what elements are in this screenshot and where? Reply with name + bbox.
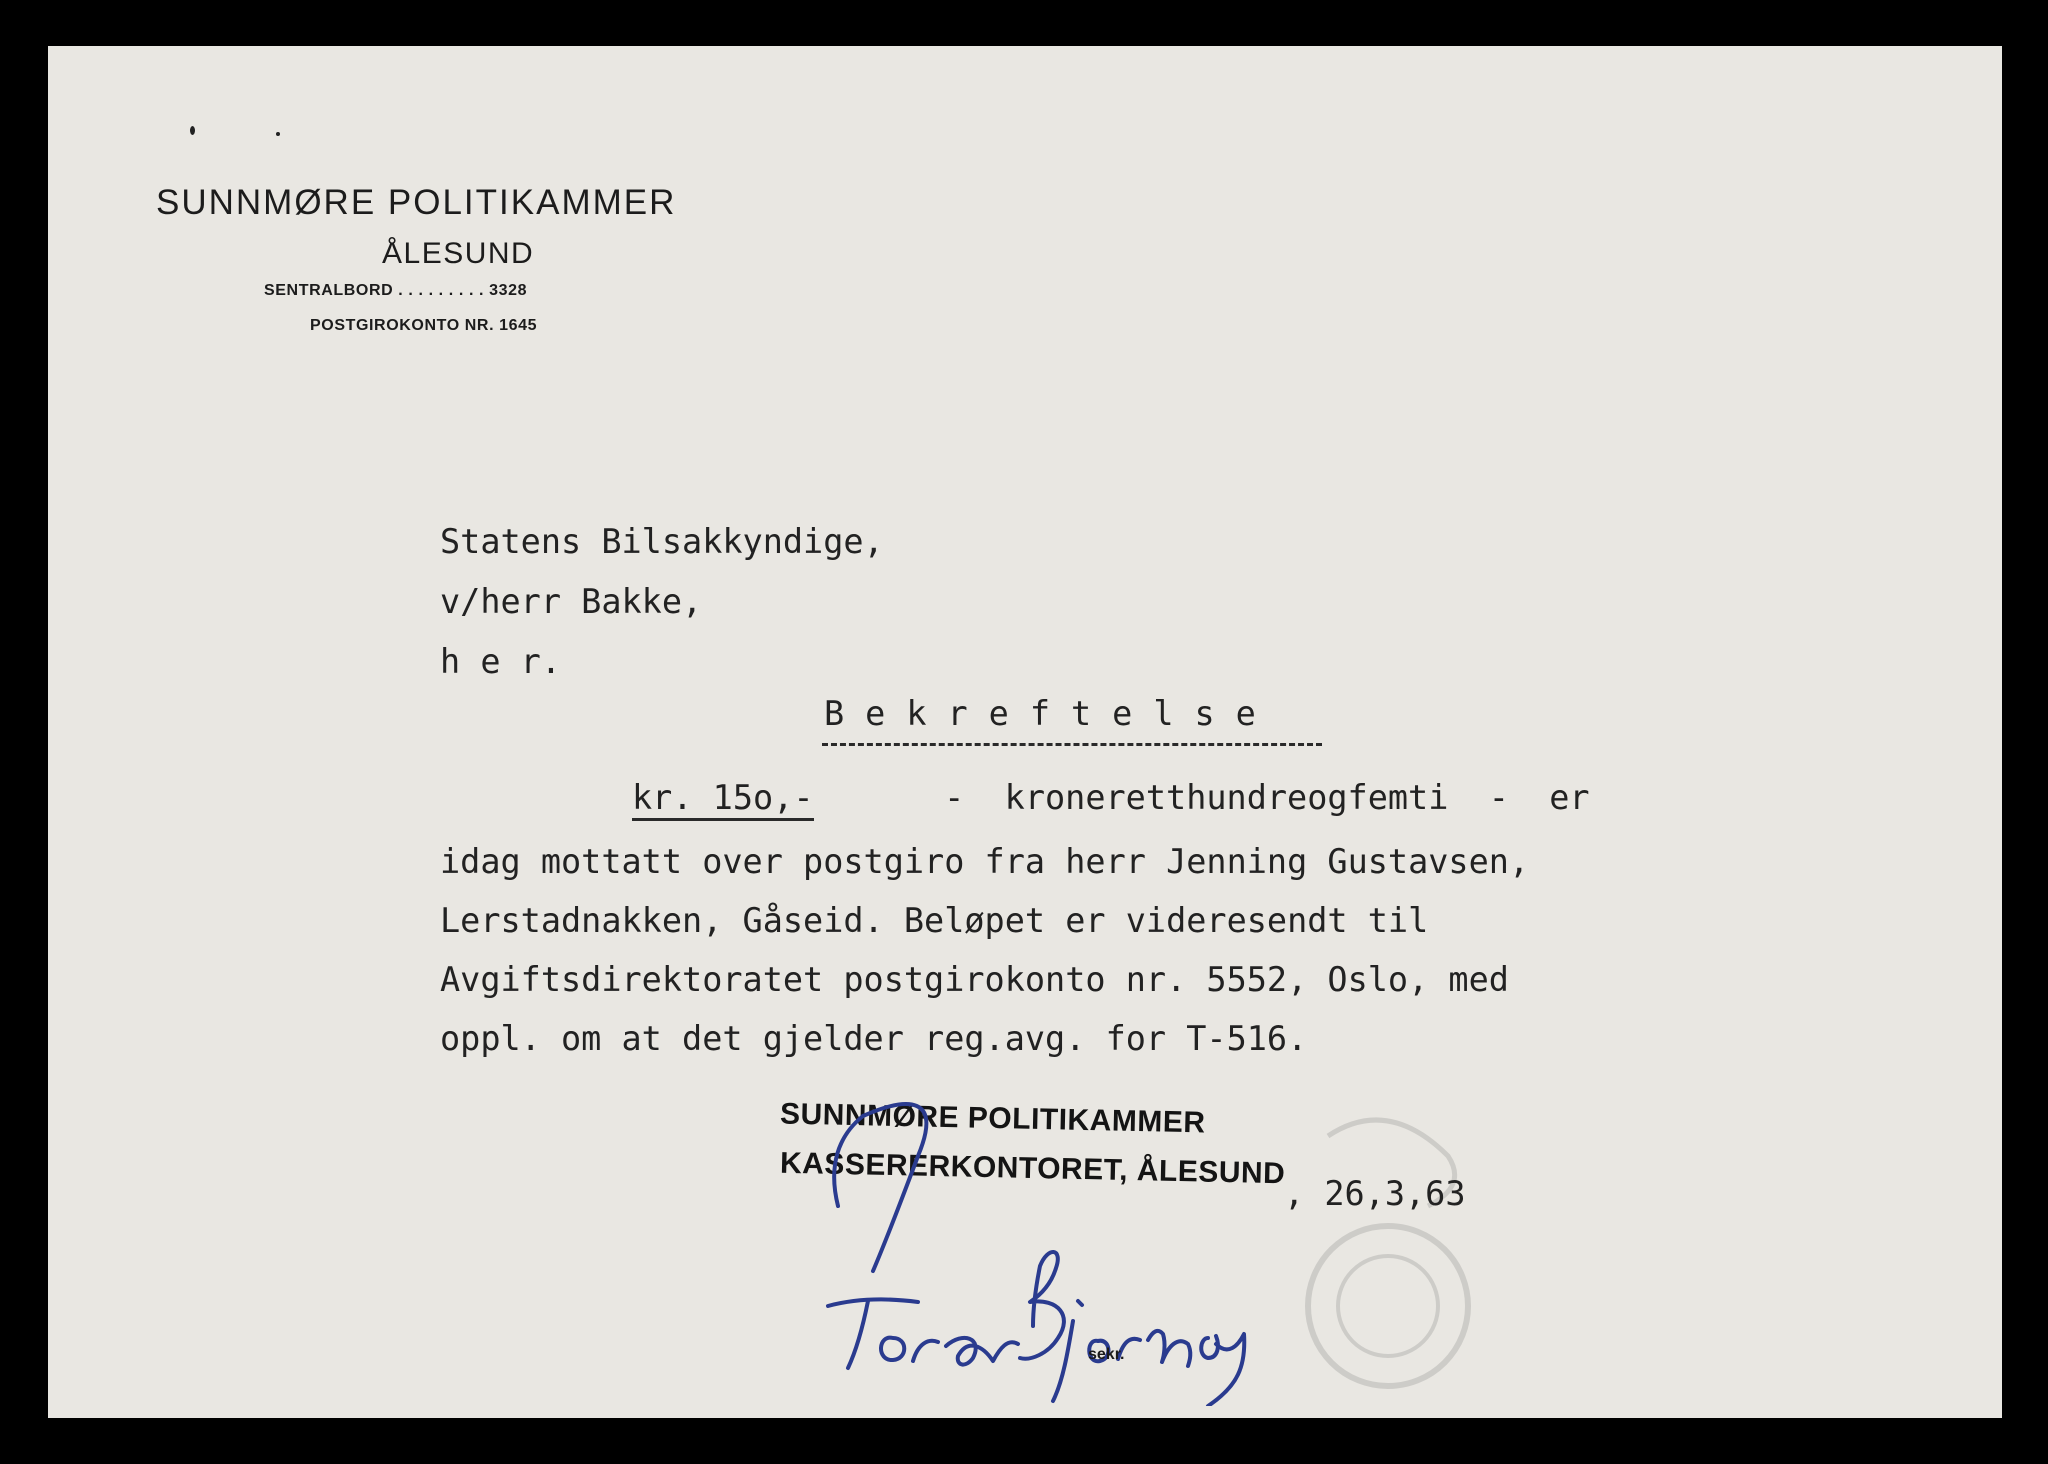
letter-paper [48,46,2002,1418]
letter-heading: Bekreftelse [824,694,1277,733]
handwritten-signature [768,1076,1328,1406]
recipient-line-1: Statens Bilsakkyndige, [440,522,884,561]
body-line-3: Lerstadnakken, Gåseid. Beløpet er videresendt til [440,901,1429,940]
paper-mark [276,132,280,136]
svg-text:sekr.: sekr. [1088,1346,1125,1363]
recipient-line-2: v/herr Bakke, [440,582,703,621]
body-line-2: idag mottatt over postgiro fra herr Jenning Gustavsen, [440,842,1530,881]
letterhead-switchboard: SENTRALBORD . . . . . . . . . 3328 [264,282,528,299]
letterhead-postgiro: POSTGIROKONTO NR. 1645 [310,317,538,334]
stamp-office: KASSERERKONTORET, ÅLESUND [779,1146,1286,1191]
body-line-5: oppl. om at det gjelder reg.avg. for T-516. [440,1019,1308,1058]
recipient-line-3: h e r. [440,642,562,681]
amount: kr. 15o,- [632,778,814,821]
amount-in-words: - kroneretthundreogfemti - er [924,778,1590,817]
stamp-organization: SUNNMØRE POLITIKAMMER [779,1097,1206,1140]
letter-date: , 26,3,63 [1284,1174,1466,1213]
heading-underline [822,743,1322,746]
body-line-4: Avgiftsdirektoratet postgirokonto nr. 5552, Oslo, med [440,960,1509,999]
letterhead-organization: SUNNMØRE POLITIKAMMER [156,183,677,222]
letterhead-city: ÅLESUND [382,237,535,270]
paper-mark [190,126,195,135]
